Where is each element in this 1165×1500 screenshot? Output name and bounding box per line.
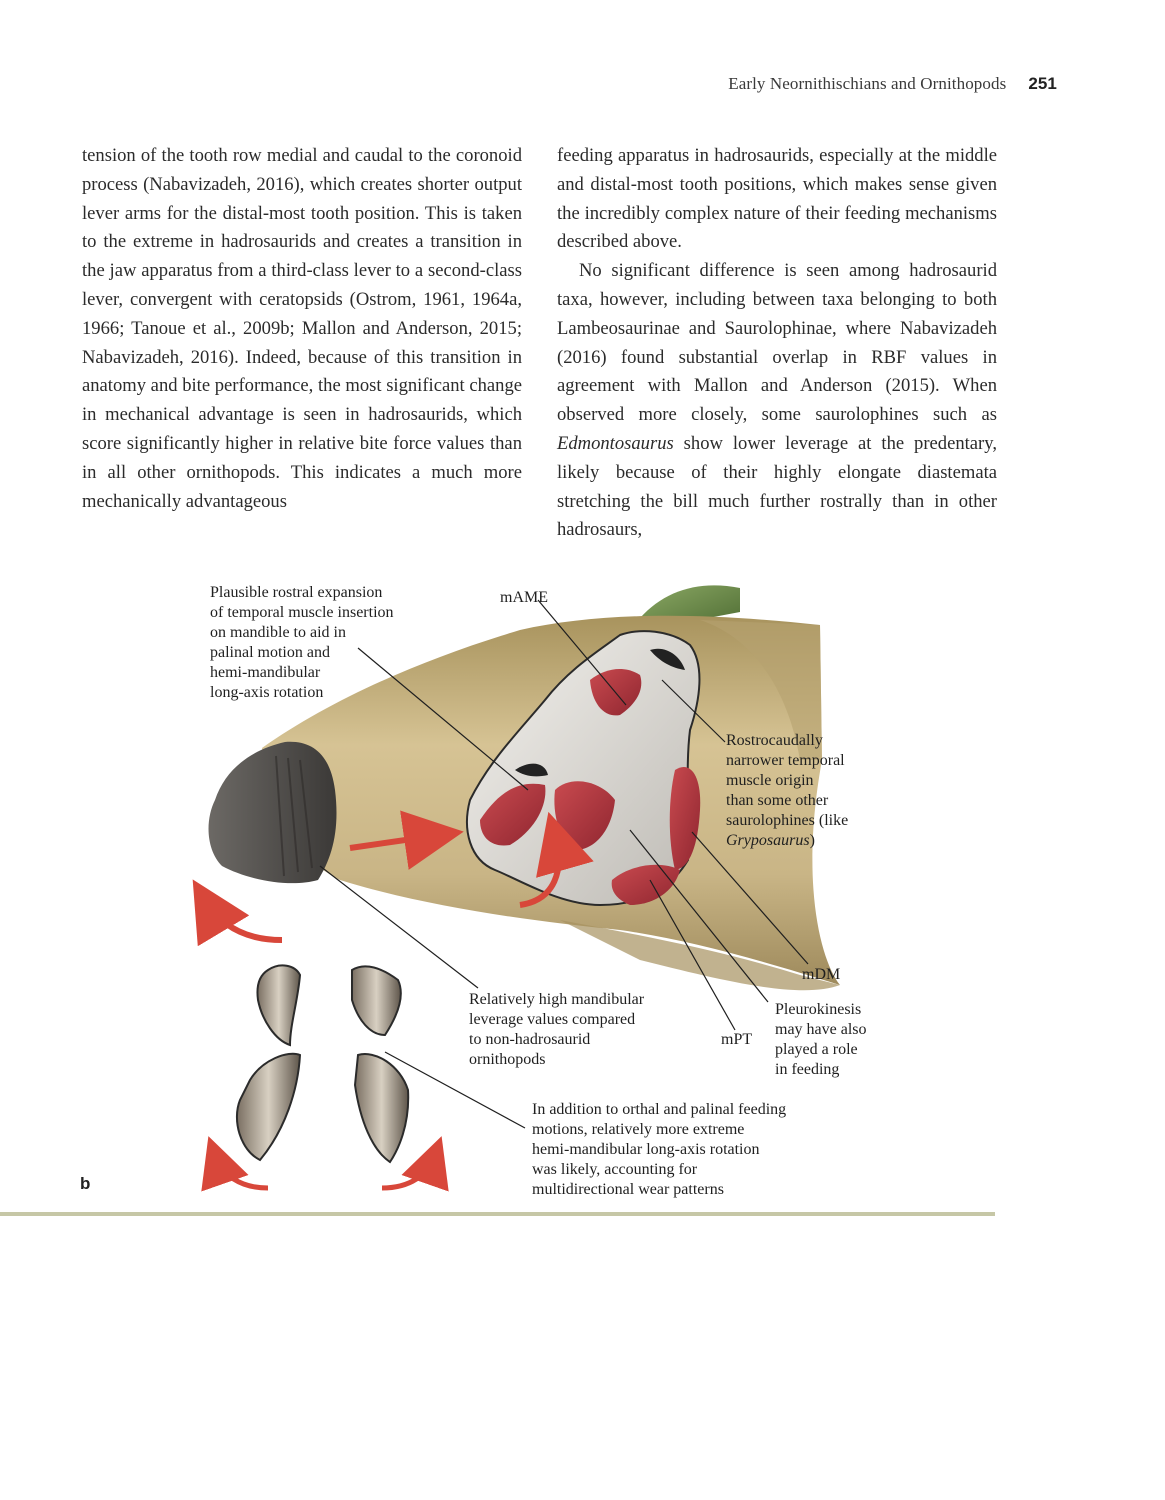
label-line: leverage values compared bbox=[469, 1011, 636, 1028]
label-mdm: mDM bbox=[802, 966, 841, 983]
right-column bbox=[557, 142, 997, 545]
taxon-name-edmontosaurus: Edmontosaurus bbox=[557, 432, 674, 454]
closing-paren: ) bbox=[809, 832, 815, 849]
label-pleurokinesis bbox=[775, 1000, 867, 1080]
label-line: to non-hadrosaurid bbox=[469, 1031, 591, 1048]
label-rostral-expansion bbox=[210, 583, 394, 703]
label-line: narrower temporal bbox=[726, 752, 845, 769]
label-line: than some other bbox=[726, 792, 829, 809]
label-mpt: mPT bbox=[721, 1031, 753, 1048]
label-line: of temporal muscle insertion bbox=[210, 604, 394, 621]
left-column bbox=[82, 142, 522, 516]
label-line: in feeding bbox=[775, 1061, 840, 1078]
label-line: multidirectional wear patterns bbox=[532, 1181, 724, 1198]
label-line: on mandible to aid in bbox=[210, 624, 346, 641]
label-line: may have also bbox=[775, 1021, 867, 1038]
label-line: Rostrocaudally bbox=[726, 732, 823, 749]
left-column-paragraph: tension of the tooth row medial and caudal to the coronoid process (Nabavizadeh, 2016), which creates shorter output lever arms for the distal-most tooth position. This is taken to the extreme in hadrosaurids and creates a transition in the jaw apparatus from a third-class lever to a second-class lever, convergent with ceratopsids (Ostrom, 1961, 1964a, 1966; Tanoue et al., 2009b; Mallon and Anderson, 2015; Nabavizadeh, 2016). Indeed, because of this transition in anatomy and bite performance, the most significant change in mechanical advantage is seen in hadrosaurids, which score significantly higher in relative bite force values than in all other ornithopods. This indicates a much more mechanically advantageous bbox=[82, 145, 522, 512]
panel-letter: b bbox=[80, 1174, 91, 1193]
label-line: played a role bbox=[775, 1041, 858, 1058]
bottom-rule bbox=[0, 1212, 995, 1216]
paragraph-2-text-a: No significant difference is seen among hadrosaurid taxa, however, including between taxa belonging to both Lambeosaurinae and Saurolophinae, where Nabavizadeh (2016) found substantial overlap in RBF values in agreement with Mallon and Anderson (2015). When observed more closely, some saurolophines such as bbox=[557, 260, 997, 426]
label-line: In addition to orthal and palinal feeding bbox=[532, 1101, 787, 1118]
label-line: hemi-mandibular long-axis rotation bbox=[532, 1141, 760, 1158]
taxon-name-gryposaurus: Gryposaurus bbox=[726, 832, 810, 849]
tooth-right-lower bbox=[355, 1054, 408, 1162]
tooth-right-upper bbox=[352, 966, 401, 1035]
tooth-left-upper bbox=[257, 965, 300, 1045]
tooth-left-lower bbox=[237, 1054, 300, 1160]
label-mame: mAME bbox=[500, 589, 548, 606]
label-leverage bbox=[469, 990, 644, 1070]
curved-arrow-beak bbox=[205, 900, 282, 940]
label-line: motions, relatively more extreme bbox=[532, 1121, 745, 1138]
label-line: was likely, accounting for bbox=[532, 1161, 698, 1178]
label-line: Pleurokinesis bbox=[775, 1001, 862, 1018]
label-line: hemi-mandibular bbox=[210, 664, 321, 681]
label-line: Plausible rostral expansion bbox=[210, 584, 383, 601]
right-column-paragraph-2 bbox=[557, 257, 997, 545]
label-line bbox=[726, 831, 848, 851]
running-title: Early Neornithischians and Ornithopods bbox=[728, 74, 1007, 93]
label-line: ornithopods bbox=[469, 1051, 546, 1068]
running-head bbox=[728, 74, 1057, 94]
right-column-paragraph-1: feeding apparatus in hadrosaurids, especially at the middle and distal-most tooth positions, which makes sense given the incredibly complex nature of their feeding mechanisms described above. bbox=[557, 145, 997, 253]
page-number: 251 bbox=[1028, 74, 1057, 93]
label-line: Relatively high mandibular bbox=[469, 991, 645, 1008]
beak bbox=[209, 742, 337, 883]
label-line: palinal motion and bbox=[210, 644, 330, 661]
label-temporal-origin bbox=[726, 731, 848, 851]
label-line: saurolophines (like bbox=[726, 812, 849, 829]
paragraph-2-text-b: show lower leverage at the predentary, likely because of their highly elongate diastemata stretching the bill much further rostrally than in other hadrosaurs, bbox=[557, 432, 997, 541]
label-line: muscle origin bbox=[726, 772, 814, 789]
label-line: long-axis rotation bbox=[210, 684, 324, 701]
label-rotation bbox=[532, 1100, 786, 1200]
